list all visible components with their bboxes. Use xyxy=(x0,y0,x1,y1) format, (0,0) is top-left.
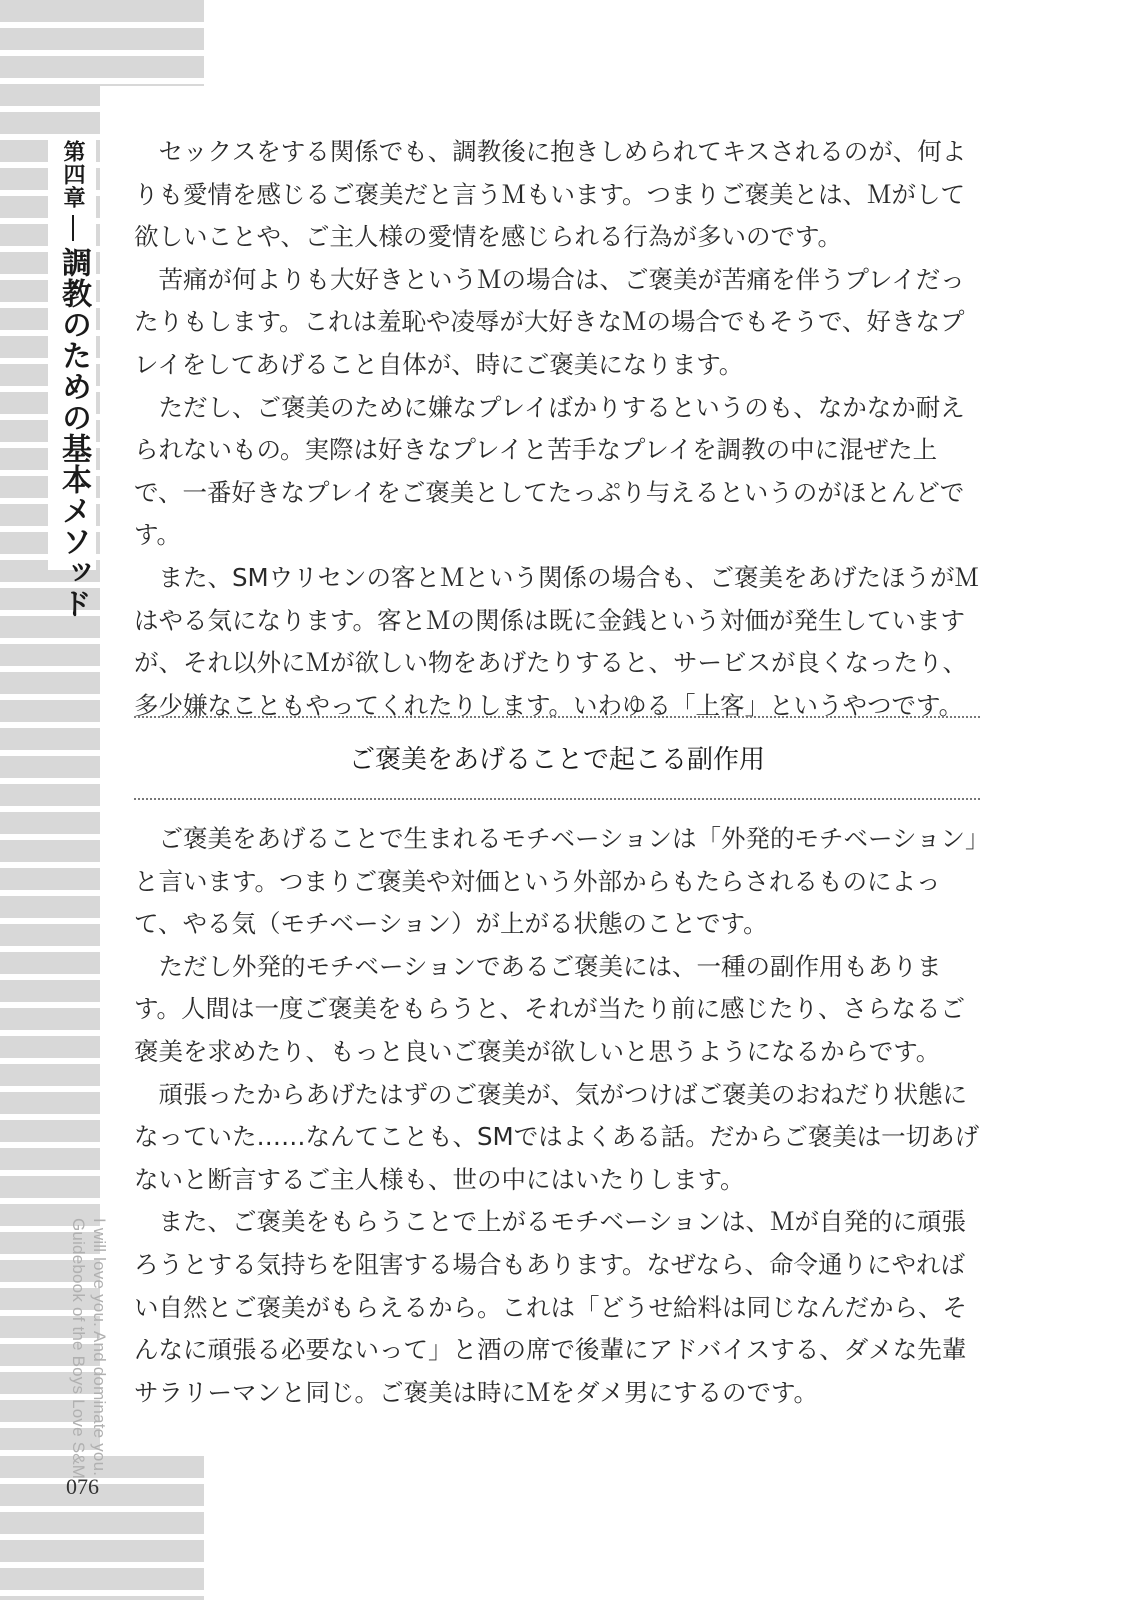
paragraph: ただし外発的モチベーションであるご褒美には、一種の副作用もあります。人間は一度ご褒美をもらうと、それが当たり前に感じたり、さらなるご褒美を求めたり、もっと良いご褒美が欲しいと思うようになるからです。 xyxy=(134,951,966,1066)
paragraph: また、SMウリセンの客とＭという関係の場合も、ご褒美をあげたほうがＭはやる気になります。客とＭの関係は既に金銭という対価が発生していますが、それ以外にＭが欲しい物をあげたりすると、サービスが良くなったり、多少嫌なこともやってくれたりします。いわゆる「上客」というやつです。 xyxy=(134,562,979,720)
chapter-title xyxy=(56,140,91,619)
paragraph: また、ご褒美をもらうことで上がるモチベーションは、Ｍが自発的に頑張ろうとする気持ちを阻害する場合もあります。なぜなら、命令通りにやればい自然とご褒美がもらえるから。これは「どうせ給料は同じなんだから、そんなに頑張る必要ないって」と酒の席で後輩にアドバイスする、ダメな先輩サラリーマンと同じ。ご褒美は時にＭをダメ男にするのです。 xyxy=(134,1207,967,1407)
paragraph: ただし、ご褒美のために嫌なプレイばかりするというのも、なかなか耐えられないもの。実際は好きなプレイと苦手なプレイを調教の中に混ぜた上で、一番好きなプレイをご褒美としてたっぷり与えるというのがほとんどです。 xyxy=(134,392,965,550)
top-stripes xyxy=(100,0,204,86)
side-caption-line: Guidebook of the Boys Love S&M. xyxy=(69,1218,88,1485)
section-1-body xyxy=(134,131,980,727)
chapter-separator xyxy=(72,215,74,241)
side-caption xyxy=(68,1218,110,1485)
section-heading: ご褒美をあげることで起こる副作用 xyxy=(348,745,765,775)
section-2-body xyxy=(134,818,980,1414)
paragraph: 苦痛が何よりも大好きというＭの場合は、ご褒美が苦痛を伴うプレイだったりもします。これは羞恥や凌辱が大好きなＭの場合でもそうで、好きなプレイをしてあげること自体が、時にご褒美になります。 xyxy=(134,264,965,379)
paragraph: セックスをする関係でも、調教後に抱きしめられてキスされるのが、何よりも愛情を感じるご褒美だと言うＭもいます。つまりご褒美とは、Ｍがして欲しいことや、ご主人様の愛情を感じられる行為が多いのです。 xyxy=(134,137,967,252)
page-number: 076 xyxy=(66,1474,99,1499)
heading-divider-top xyxy=(134,716,980,718)
chapter-name: 調教のための基本メソッド xyxy=(56,247,91,619)
side-caption-line: I will love you. And dominate you. xyxy=(90,1218,109,1477)
heading-divider-bottom xyxy=(134,798,980,800)
chapter-label: 第四章 xyxy=(60,140,86,209)
paragraph: 頑張ったからあげたはずのご褒美が、気がつけばご褒美のおねだり状態になっていた……なんてことも、SMではよくある話。だからご褒美は一切あげないと断言するご主人様も、世の中にはいたりします。 xyxy=(134,1079,980,1194)
paragraph: ご褒美をあげることで生まれるモチベーションは「外発的モチベーション」と言います。つまりご褒美や対価という外部からもたらされるものによって、やる気（モチベーション）が上がる状態のことです。 xyxy=(134,824,978,939)
